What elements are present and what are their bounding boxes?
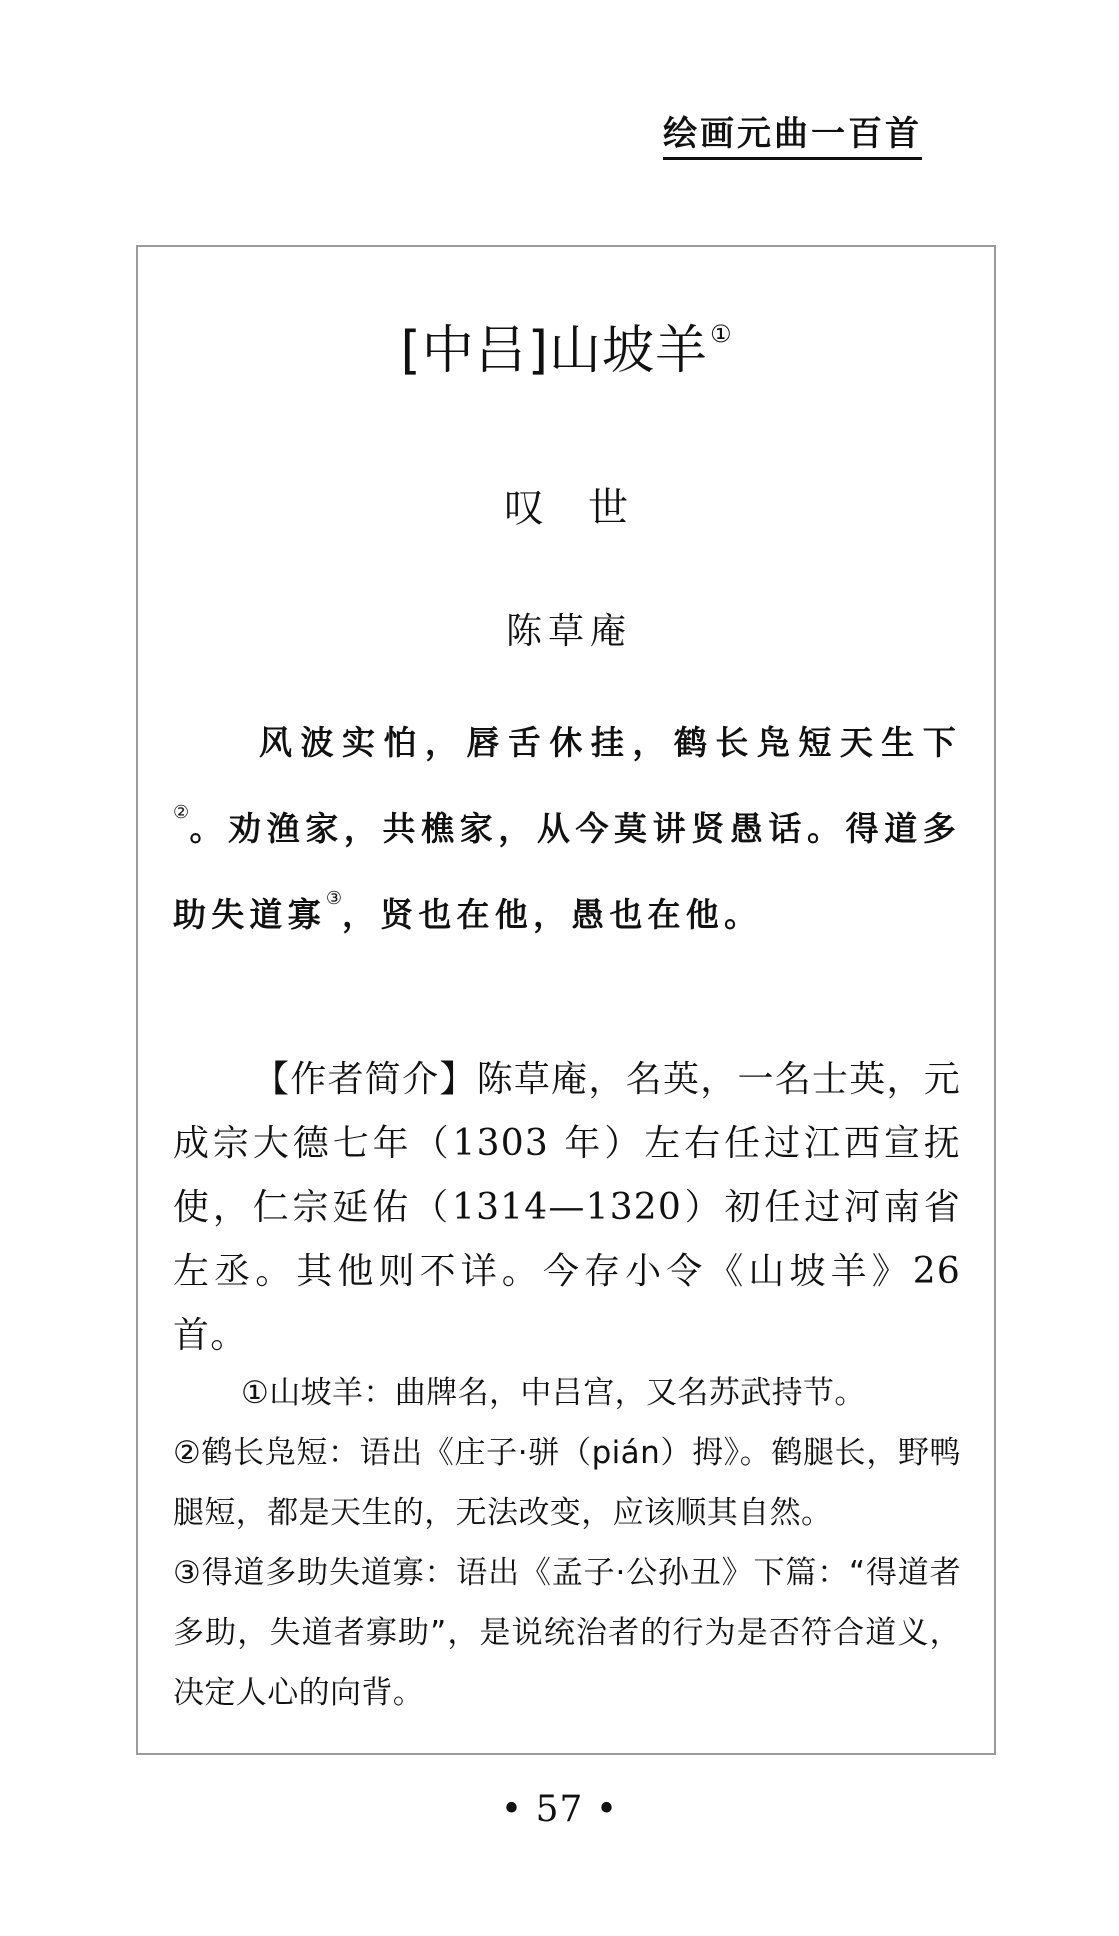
footnote-ref-1[interactable]: ① <box>710 320 732 348</box>
lyric-segment: 风波实怕，唇舌休挂，鹤长凫短天生下 <box>259 723 961 762</box>
poem-author: 陈草庵 <box>505 611 632 652</box>
running-header: 绘画元曲一百首 <box>663 114 922 160</box>
poem-lyric <box>173 708 961 950</box>
qu-title <box>136 320 996 382</box>
page-number: • 57 • <box>500 1789 619 1830</box>
qu-title-text: [中吕]山坡羊 <box>400 321 709 381</box>
footnote-ref-2[interactable]: ② <box>173 802 190 823</box>
lyric-segment: 。劝渔家，共樵家，从今莫讲贤愚话。得道多助失道寡 <box>173 809 961 934</box>
footnote-2: ②鹤长凫短：语出《庄子·骈（pián）拇》。鹤腿长，野鸭腿短，都是天生的，无法改变，应该顺其自然。 <box>173 1435 961 1531</box>
footnote-1: ①山坡羊：曲牌名，中吕宫，又名苏武持节。 <box>241 1375 866 1411</box>
poem-subtitle: 叹世 <box>504 485 672 531</box>
footnote-3: ③得道多助失道寡：语出《孟子·公孙丑》下篇：“得道者多助，失道者寡助”，是说统治者的行为是否符合道义，决定人心的向背。 <box>173 1555 961 1711</box>
author-bio-label: 【作者简介】 <box>253 1059 477 1100</box>
author-bio-text: 陈草庵，名英，一名士英，元成宗大德七年（1303 年）左右任过江西宣抚使，仁宗延佑（1314—1320）初任过河南省左丞。其他则不详。今存小令《山坡羊》26 首。 <box>173 1059 962 1356</box>
lyric-segment: ，贤也在他，愚也在他。 <box>341 895 763 934</box>
footnotes <box>173 1363 961 1723</box>
footnote-ref-3[interactable]: ③ <box>325 888 342 909</box>
author-bio <box>173 1048 961 1368</box>
